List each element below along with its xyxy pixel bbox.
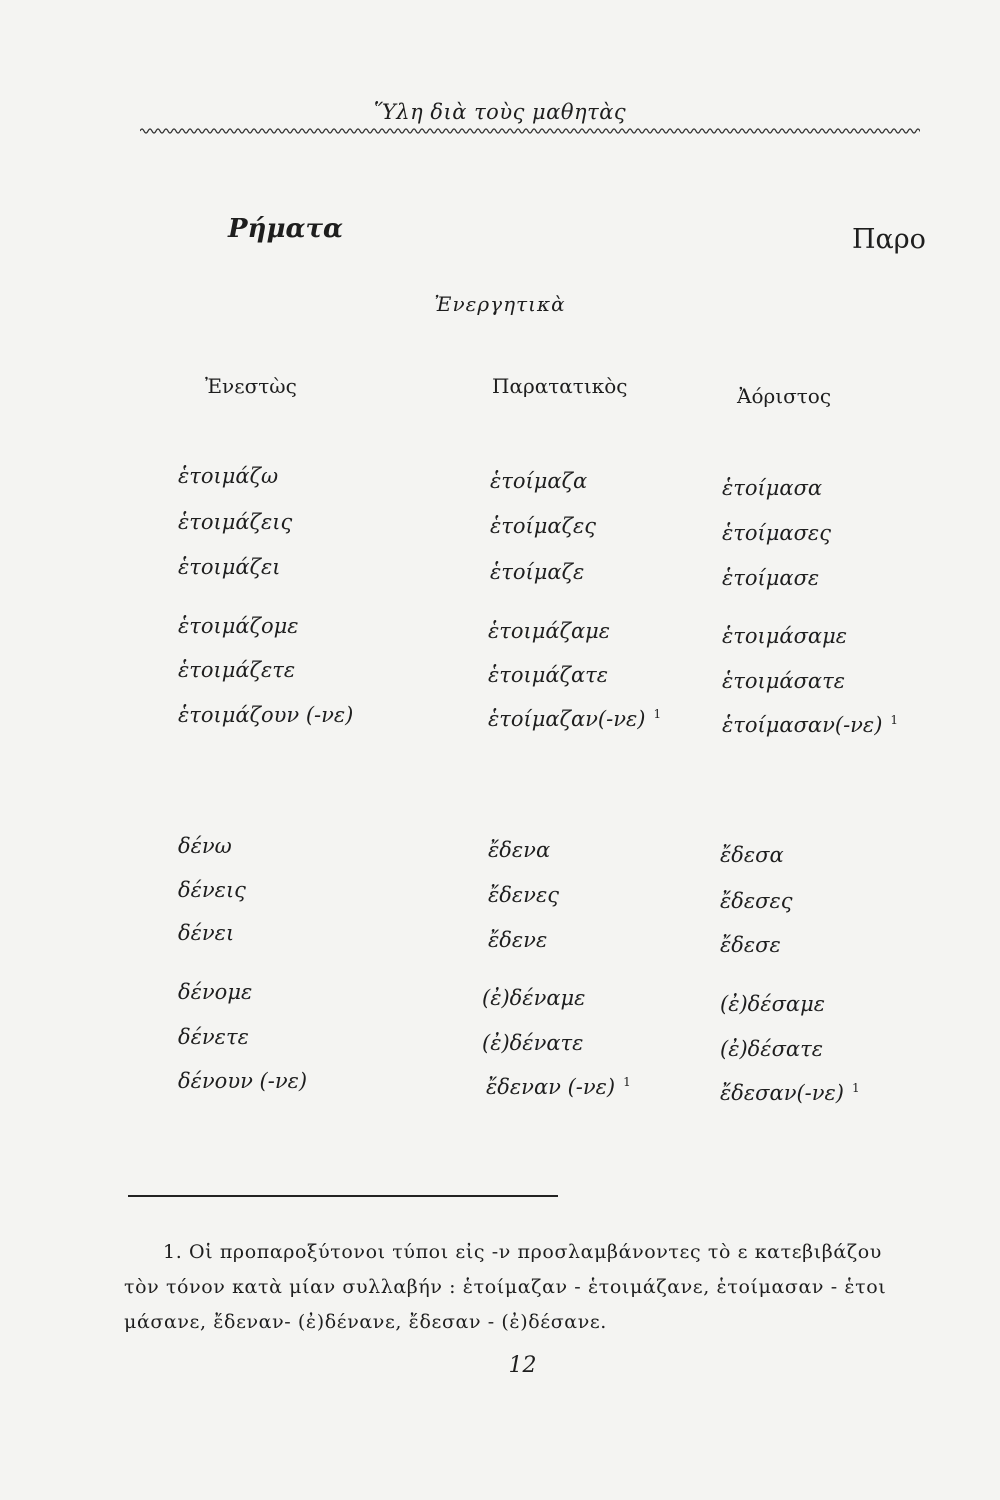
footnote-marker: 1 <box>851 1081 860 1095</box>
footnote-rule <box>128 1195 558 1197</box>
aorist-form: ἔδεσα <box>720 843 784 867</box>
footnote-marker: 1 <box>623 1075 631 1089</box>
running-header: Ὕλη διὰ τοὺς μαθητὰς <box>373 100 627 124</box>
imperfect-form: ἑτοίμαζε <box>490 560 585 584</box>
aorist-form: ἑτοίμασα <box>722 476 823 500</box>
imperfect-form: (ἐ)δένατε <box>482 1031 584 1055</box>
footnote-number: 1. <box>163 1241 183 1263</box>
imperfect-form: ἑτοίμαζα <box>490 469 588 493</box>
present-form: δένετε <box>178 1025 249 1049</box>
imperfect-form: ἑτοιμάζατε <box>488 663 609 687</box>
imperfect-form: ἔδενες <box>488 883 559 907</box>
voice-heading: Ἐνεργητικὰ <box>434 292 566 316</box>
aorist-form: ἑτοίμασαν(-νε) <box>722 713 883 737</box>
aorist-form: ἑτοιμάσαμε <box>722 624 848 648</box>
present-form: δένω <box>178 834 232 858</box>
section-title: Ρήματα <box>228 214 343 244</box>
section-title-right: Παρο <box>852 224 926 255</box>
wavy-divider <box>140 126 920 136</box>
aorist-form: (ἐ)δέσαμε <box>720 992 825 1016</box>
imperfect-form: ἑτοίμαζες <box>490 514 597 538</box>
present-form: ἑτοιμάζετε <box>178 658 296 682</box>
present-form: ἑτοιμάζουν (-νε) <box>178 703 354 727</box>
footnote-marker: 1 <box>653 707 662 721</box>
present-form: ἑτοιμάζομε <box>178 614 299 638</box>
footnote-text-line-1: Οἱ προπαροξύτονοι τύποι εἰς -ν προσλαμβάνοντες τὸ ε κατεβιβάζου <box>188 1241 882 1263</box>
imperfect-form: ἔδενα <box>488 838 551 862</box>
present-form: ἑτοιμάζω <box>178 464 279 488</box>
present-form: δένει <box>178 921 235 945</box>
aorist-form: ἑτοίμασες <box>722 521 831 545</box>
footnote-text-line-2: τὸν τόνον κατὰ μίαν συλλαβήν : ἑτοίμαζαν - ἑτοιμάζανε, ἑτοίμασαν - ἑτοι <box>124 1276 887 1298</box>
present-form: δένεις <box>178 878 246 902</box>
aorist-form: ἑτοιμάσατε <box>722 669 845 693</box>
aorist-form: ἔδεσες <box>720 889 793 913</box>
aorist-form: (ἐ)δέσατε <box>720 1037 823 1061</box>
footnote-text-line-3: μάσανε, ἔδεναν- (ἐ)δένανε, ἔδεσαν - (ἐ)δέσανε. <box>124 1311 607 1333</box>
aorist-form: ἔδεσε <box>720 933 781 957</box>
imperfect-form: ἔδενε <box>488 928 548 952</box>
present-form: ἑτοιμάζει <box>178 555 281 579</box>
column-header-aorist: Ἀόριστος <box>737 384 832 408</box>
present-form: δένομε <box>178 980 253 1004</box>
column-header-present: Ἐνεστὼς <box>205 374 297 398</box>
present-form: δένουν (-νε) <box>178 1069 308 1093</box>
column-header-imperfect: Παρατατικὸς <box>492 374 628 398</box>
footnote-marker: 1 <box>890 713 899 727</box>
present-form: ἑτοιμάζεις <box>178 510 293 534</box>
imperfect-form: ἑτοίμαζαν(-νε) <box>488 707 646 731</box>
imperfect-form: ἑτοιμάζαμε <box>488 619 611 643</box>
page-number: 12 <box>508 1353 537 1378</box>
aorist-form: ἔδεσαν(-νε) <box>720 1081 844 1105</box>
aorist-form: ἑτοίμασε <box>722 566 820 590</box>
imperfect-form: (ἐ)δέναμε <box>482 986 586 1010</box>
imperfect-form: ἔδεναν (-νε) <box>486 1075 616 1099</box>
